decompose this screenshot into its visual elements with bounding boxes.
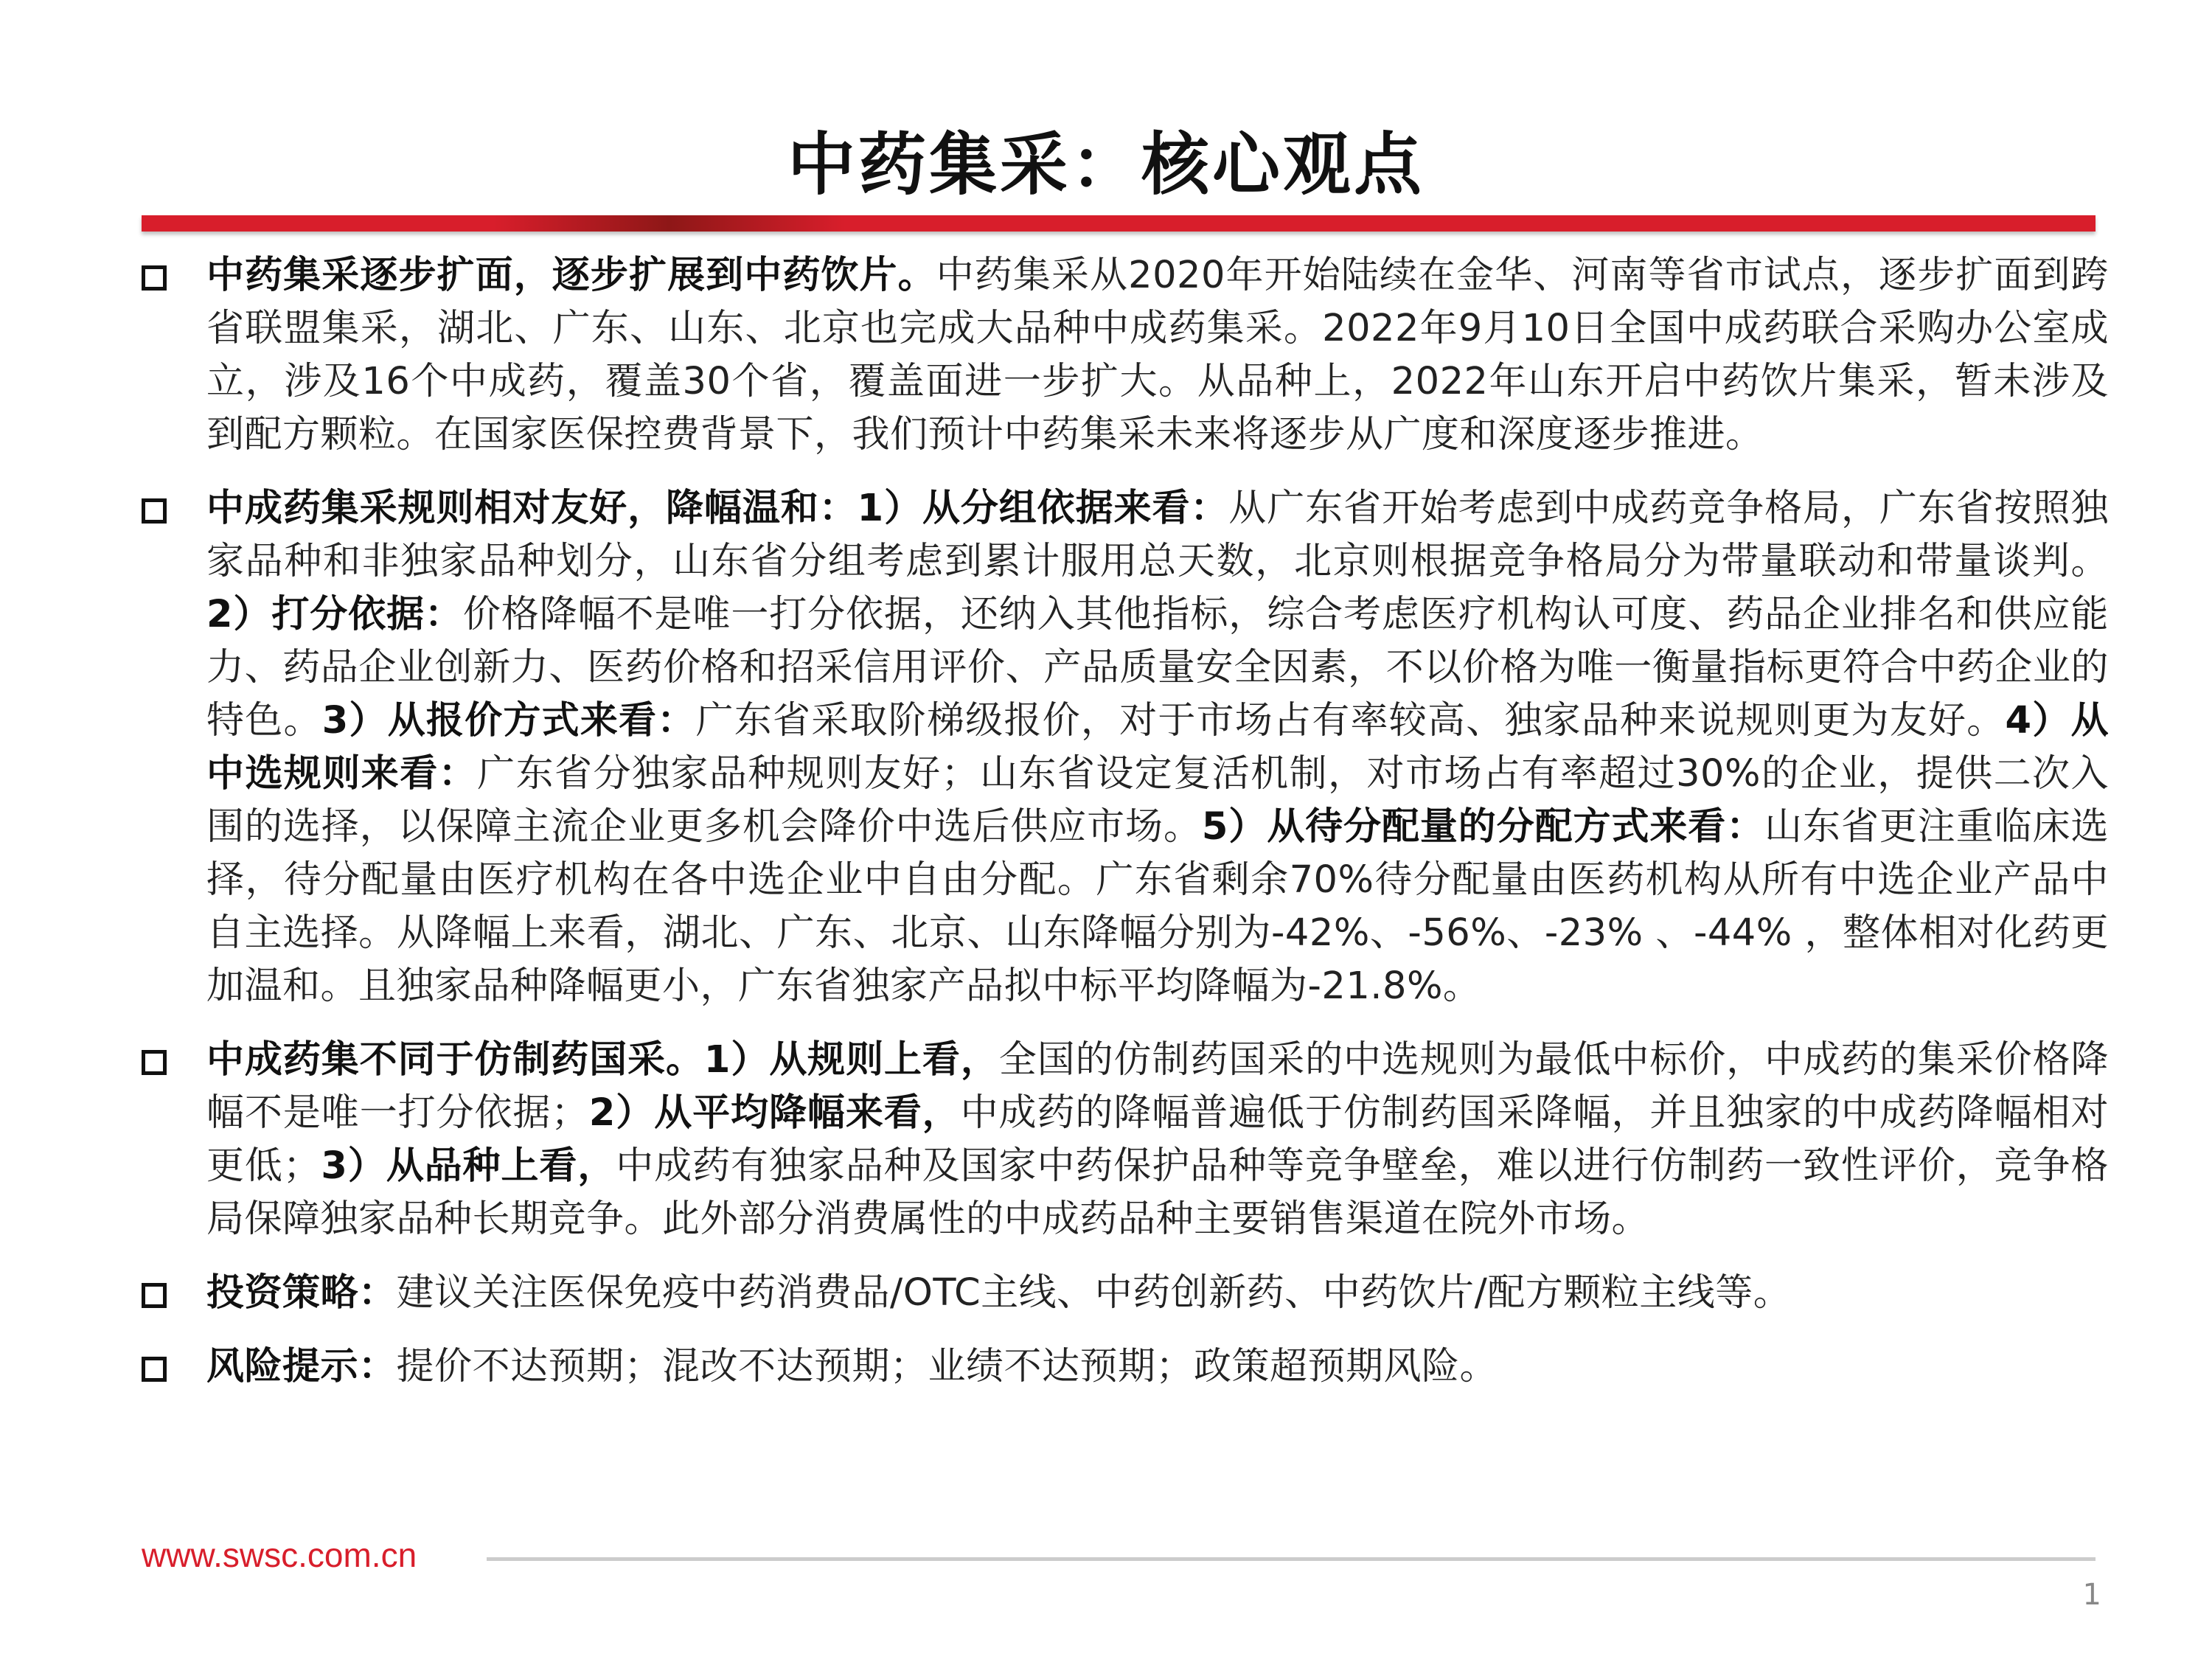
- bullet-body-text: 从广东省开始考虑到中成药竞争格局，广东省按照独家品种和非独家品种划分，山东省分组考虑到累计服用总天数，北京则根据竞争格局分为带量联动和带量谈判。: [206, 487, 2109, 583]
- bullet-heading-text: 2）从平均降幅来看，: [588, 1091, 961, 1135]
- bullet-item: [133, 1034, 2109, 1246]
- bullet-body-text: 中成药有独家品种及国家中药保护品种等竞争壁垒，难以进行仿制药一致性评价，竞争格局保障独家品种长期竞争。此外部分消费属性的中成药品种主要销售渠道在院外市场。: [206, 1144, 2109, 1241]
- page-title: 中药集采：核心观点: [787, 125, 1425, 204]
- checkbox-square-icon: [142, 1357, 167, 1382]
- bullet-text: [206, 1267, 2109, 1320]
- bullet-heading-text: 中成药集不同于仿制药国采。1）从规则上看，: [206, 1038, 999, 1082]
- bullet-item: [133, 249, 2109, 462]
- checkbox-square-icon: [142, 265, 167, 291]
- bullet-heading-text: 3）从报价方式来看：: [321, 699, 696, 742]
- bullet-heading-text: 投资策略：: [206, 1271, 397, 1315]
- bullet-body-text: 中药集采从2020年开始陆续在金华、河南等省市试点，逐步扩面到跨省联盟集采，湖北、广东、山东、北京也完成大品种中成药集采。2022年9月10日全国中成药联合采购办公室成立，涉及16个中成药，覆盖30个省，覆盖面进一步扩大。从品种上，2022年山东开启中药饮片集采，暂未涉及到配方颗粒。在国家医保控费背景下，我们预计中药集采未来将逐步从广度和深度逐步推进。: [206, 254, 2109, 456]
- bullet-heading-text: 中成药集采规则相对友好，降幅温和：1）从分组依据来看：: [206, 487, 1229, 530]
- bullet-text: [206, 1034, 2109, 1246]
- bullet-heading-text: 中药集采逐步扩面，逐步扩展到中药饮片。: [206, 254, 936, 297]
- bullet-body-text: 中成药的降幅普遍低于仿制药国采降幅，并且独家的中成药降幅相对更低；: [206, 1091, 2109, 1188]
- bullet-body-text: 山东省更注重临床选择，待分配量由医疗机构在各中选企业中自由分配。广东省剩余70%待分配量由医药机构从所有中选企业产品中自主选择。从降幅上来看，湖北、广东、北京、山东降幅分别为-42%、-56%、-23% 、-44% ，整体相对化药更加温和。且独家品种降幅更小，广东省独家产品拟中标平均降幅为-21.8%。: [206, 805, 2109, 1008]
- bullet-list: [133, 249, 2109, 1414]
- title-underline-bar: [142, 215, 2096, 232]
- bullet-text: [206, 249, 2109, 462]
- checkbox-square-icon: [142, 498, 167, 524]
- footer-website-link[interactable]: www.swsc.com.cn: [142, 1536, 417, 1574]
- bullet-body-text: 建议关注医保免疫中药消费品/OTC主线、中药创新药、中药饮片/配方颗粒主线等。: [396, 1271, 1792, 1315]
- checkbox-square-icon: [142, 1283, 167, 1308]
- footer-divider: [487, 1557, 2096, 1561]
- bullet-heading-text: 5）从待分配量的分配方式来看：: [1201, 805, 1765, 849]
- bullet-body-text: 广东省分独家品种规则友好；山东省设定复活机制，对市场占有率超过30%的企业，提供二次入围的选择，以保障主流企业更多机会降价中选后供应市场。: [206, 752, 2109, 849]
- bullet-item: [133, 482, 2109, 1013]
- bullet-item: [133, 1340, 2109, 1394]
- bullet-body-text: 价格降幅不是唯一打分依据，还纳入其他指标，综合考虑医疗机构认可度、药品企业排名和供应能力、药品企业创新力、医药价格和招采信用评价、产品质量安全因素，不以价格为唯一衡量指标更符合中药企业的特色。: [206, 593, 2109, 742]
- bullet-heading-text: 4）从中选规则来看：: [206, 699, 2109, 796]
- page-number: 1: [2082, 1578, 2101, 1612]
- bullet-text: [206, 1340, 2109, 1394]
- bullet-body-text: 提价不达预期；混改不达预期；业绩不达预期；政策超预期风险。: [396, 1345, 1498, 1388]
- bullet-item: [133, 1267, 2109, 1320]
- checkbox-square-icon: [142, 1050, 167, 1075]
- bullet-body-text: 广东省采取阶梯级报价，对于市场占有率较高、独家品种来说规则更为友好。: [695, 699, 2006, 742]
- bullet-heading-text: 3）从品种上看，: [321, 1144, 616, 1188]
- bullet-heading-text: 2）打分依据：: [206, 593, 463, 636]
- bullet-text: [206, 482, 2109, 1013]
- bullet-heading-text: 风险提示：: [206, 1345, 397, 1388]
- bullet-body-text: 全国的仿制药国采的中选规则为最低中标价，中成药的集采价格降幅不是唯一打分依据；: [206, 1038, 2109, 1135]
